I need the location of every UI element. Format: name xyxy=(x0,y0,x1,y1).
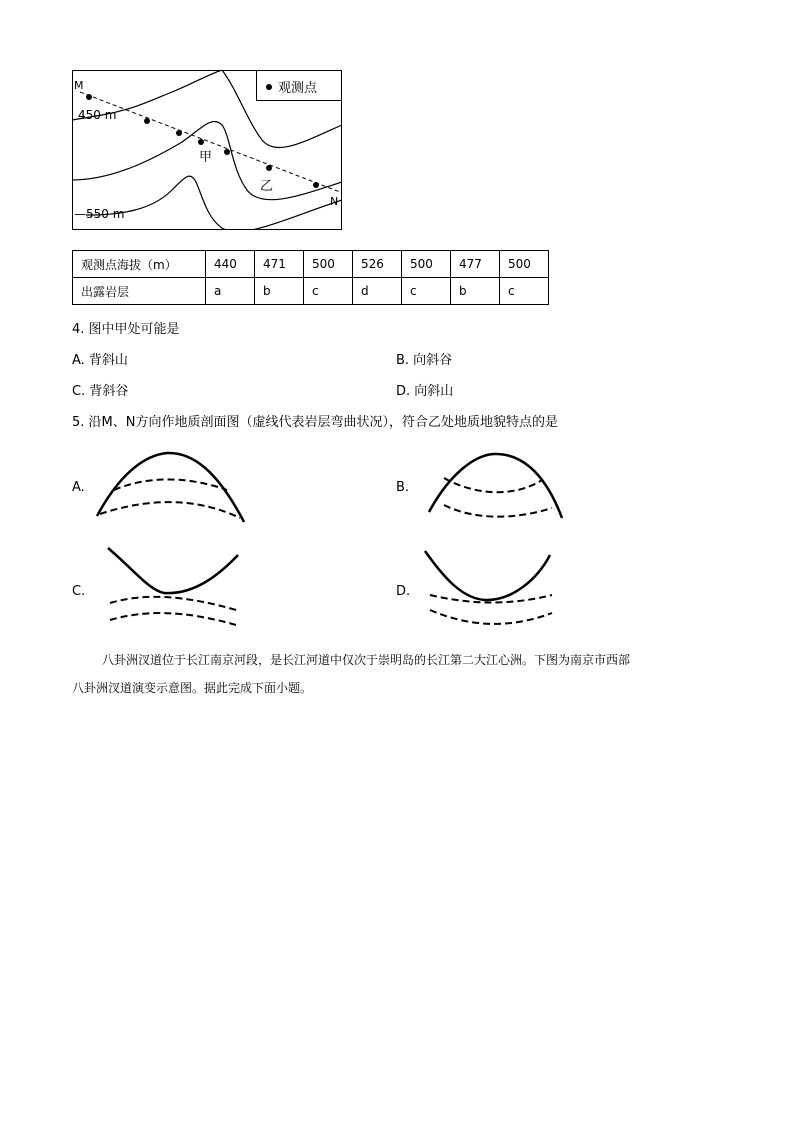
passage-line-1-text: 八卦洲汊道位于长江南京河段，是长江河道中仅次于崇明岛的长江第二大江心洲。下图为南京市西部 xyxy=(102,653,631,667)
table-row-header: 观测点海拔（m） xyxy=(73,251,206,278)
stratum-dashed-line xyxy=(100,502,240,518)
q5-option-a-label[interactable]: A. xyxy=(72,480,85,495)
table-cell: 500 xyxy=(500,251,549,278)
surface-line xyxy=(429,454,562,518)
table-cell: 440 xyxy=(206,251,255,278)
passage-line-1 xyxy=(72,646,722,674)
contour-label-450: 450 m xyxy=(78,108,117,122)
observation-point xyxy=(144,118,150,124)
q5-option-d-label[interactable]: D. xyxy=(396,584,411,599)
table-cell: c xyxy=(500,278,549,305)
table-cell: 526 xyxy=(353,251,402,278)
stratum-dashed-line xyxy=(430,610,552,624)
table-cell: c xyxy=(304,278,353,305)
legend-dot-icon xyxy=(266,84,272,90)
table-cell: b xyxy=(255,278,304,305)
observation-point xyxy=(224,149,230,155)
q5-option-d-diagram[interactable] xyxy=(422,545,562,630)
table-cell: 500 xyxy=(402,251,451,278)
table-cell: c xyxy=(402,278,451,305)
stratum-dashed-line xyxy=(110,597,236,610)
stratum-dashed-line xyxy=(444,505,552,517)
q5-option-a-diagram[interactable] xyxy=(92,450,252,530)
contour-map-svg xyxy=(72,70,342,230)
stratum-dashed-line xyxy=(444,478,542,492)
surface-line xyxy=(108,548,238,593)
q5-option-b-label[interactable]: B. xyxy=(396,480,410,495)
observation-point xyxy=(266,165,272,171)
table-cell: d xyxy=(353,278,402,305)
label-m: M xyxy=(74,79,84,92)
observation-point xyxy=(86,94,92,100)
contour-label-550: —550 m xyxy=(74,207,125,221)
question-4-stem: 4. 图中甲处可能是 xyxy=(72,322,180,337)
q5-option-c-label[interactable]: C. xyxy=(72,584,86,599)
table-cell: a xyxy=(206,278,255,305)
table-cell: b xyxy=(451,278,500,305)
legend-label: 观测点 xyxy=(278,81,318,96)
observation-point xyxy=(176,130,182,136)
q4-option-c[interactable]: C. 背斜谷 xyxy=(72,384,129,399)
q5-option-b-diagram[interactable] xyxy=(424,450,569,530)
q5-option-c-diagram[interactable] xyxy=(104,545,244,630)
observation-point xyxy=(198,139,204,145)
table-cell: 477 xyxy=(451,251,500,278)
label-jia: 甲 xyxy=(199,150,213,165)
table-row xyxy=(73,278,549,305)
contour-label-550-text: 550 m xyxy=(86,207,125,221)
table-row-header: 出露岩层 xyxy=(73,278,206,305)
contour-map-figure xyxy=(72,70,342,230)
label-yi: 乙 xyxy=(260,179,274,194)
passage xyxy=(72,646,722,702)
passage-line-2: 八卦洲汊道演变示意图。据此完成下面小题。 xyxy=(72,681,313,695)
table-row xyxy=(73,251,549,278)
label-n: N xyxy=(330,195,339,208)
observation-table xyxy=(72,250,549,305)
surface-line xyxy=(425,551,550,600)
table-cell: 471 xyxy=(255,251,304,278)
q4-option-b[interactable]: B. 向斜谷 xyxy=(396,353,453,368)
observation-point xyxy=(313,182,319,188)
q4-option-a[interactable]: A. 背斜山 xyxy=(72,353,128,368)
question-5-stem: 5. 沿M、N方向作地质剖面图（虚线代表岩层弯曲状况），符合乙处地质地貌特点的是 xyxy=(72,415,558,430)
stratum-dashed-line xyxy=(110,613,236,625)
table-cell: 500 xyxy=(304,251,353,278)
q4-option-d[interactable]: D. 向斜山 xyxy=(396,384,454,399)
stratum-dashed-line xyxy=(114,479,227,490)
